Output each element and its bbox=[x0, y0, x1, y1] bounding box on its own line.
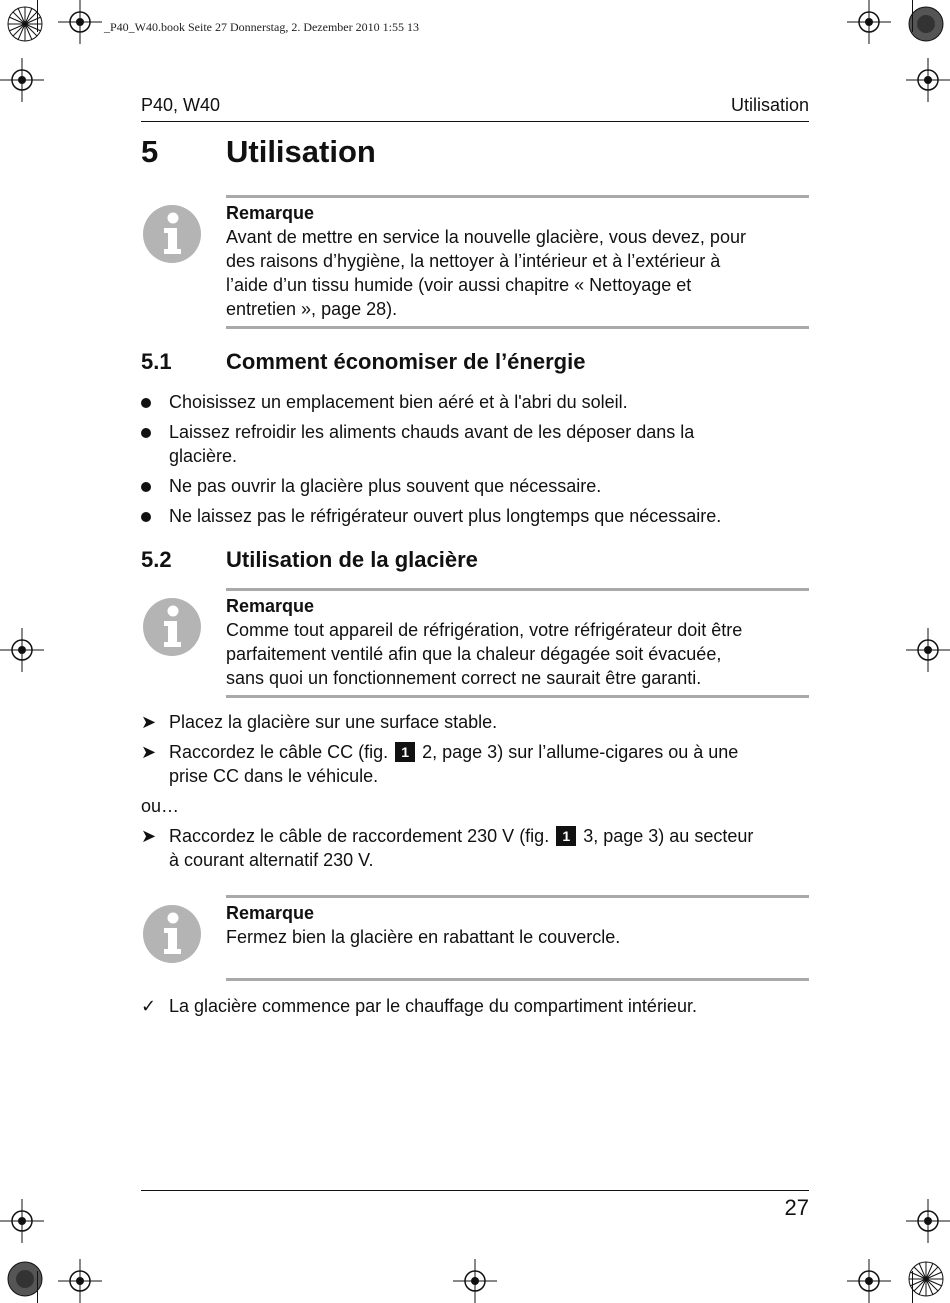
bullet-text: Ne laissez pas le réfrigérateur ouvert plus longtemps que nécessaire. bbox=[169, 506, 722, 526]
note-rule-top bbox=[226, 588, 809, 591]
chapter-number: 5 bbox=[141, 134, 159, 169]
note-line: sans quoi un fonctionnement correct ne saurait être garanti. bbox=[226, 668, 702, 688]
registration-mark-icon bbox=[906, 628, 950, 672]
section-title: Utilisation de la glacière bbox=[226, 547, 478, 572]
note-line: Avant de mettre en service la nouvelle glacière, vous devez, pour bbox=[226, 227, 746, 247]
step-item bbox=[141, 710, 821, 734]
bullet-text: Laissez refroidir les aliments chauds avant de les déposer dans la bbox=[169, 422, 695, 442]
note-line: l’aide d’un tissu humide (voir aussi chapitre « Nettoyage et bbox=[226, 275, 692, 295]
note-remark-lid bbox=[226, 901, 816, 949]
step-text-before: Raccordez le câble de raccordement 230 V (fig. bbox=[169, 826, 550, 846]
registration-mark-icon bbox=[58, 0, 102, 44]
figure-reference: 1 bbox=[395, 742, 415, 762]
note-title: Remarque bbox=[226, 203, 315, 223]
or-text: ou… bbox=[141, 796, 180, 816]
result-text: La glacière commence par le chauffage du compartiment intérieur. bbox=[169, 996, 697, 1016]
bullet-icon bbox=[141, 398, 151, 408]
header-right: Utilisation bbox=[730, 95, 809, 115]
section-number: 5.2 bbox=[141, 547, 172, 572]
header-left: P40, W40 bbox=[141, 95, 221, 115]
note-line: entretien », page 28). bbox=[226, 299, 398, 319]
note-title: Remarque bbox=[226, 903, 315, 923]
section-title: Comment économiser de l’énergie bbox=[226, 349, 586, 374]
step-text bbox=[169, 824, 821, 848]
sunburst-mark-icon bbox=[908, 6, 944, 42]
sunburst-mark-icon bbox=[908, 1261, 944, 1297]
info-icon bbox=[142, 597, 202, 657]
footer-rule bbox=[141, 1190, 809, 1191]
list-item bbox=[141, 420, 821, 468]
note-rule-bottom bbox=[226, 695, 809, 698]
chapter-title: Utilisation bbox=[226, 134, 376, 169]
step-text-cont: prise CC dans le véhicule. bbox=[169, 766, 379, 786]
bullet-icon bbox=[141, 482, 151, 492]
bullet-text: Ne pas ouvrir la glacière plus souvent que nécessaire. bbox=[169, 476, 602, 496]
registration-mark-icon bbox=[847, 1259, 891, 1303]
step-text-after: 2, page 3) sur l’allume-cigares ou à une bbox=[422, 742, 739, 762]
step-text-before: Raccordez le câble CC (fig. bbox=[169, 742, 389, 762]
arrow-icon: ➤ bbox=[141, 742, 157, 762]
note-line: Comme tout appareil de réfrigération, votre réfrigérateur doit être bbox=[226, 620, 743, 640]
step-text-cont: à courant alternatif 230 V. bbox=[169, 850, 374, 870]
info-icon bbox=[142, 204, 202, 264]
bullet-text-cont: glacière. bbox=[169, 446, 238, 466]
page-number: 27 bbox=[784, 1195, 809, 1220]
registration-mark-icon bbox=[58, 1259, 102, 1303]
registration-mark-icon bbox=[0, 58, 44, 102]
list-item bbox=[141, 504, 821, 528]
result-item bbox=[141, 994, 821, 1018]
step-text-after: 3, page 3) au secteur bbox=[583, 826, 754, 846]
registration-mark-icon bbox=[0, 1199, 44, 1243]
bullet-text: Choisissez un emplacement bien aéré et à l'abri du soleil. bbox=[169, 392, 628, 412]
info-icon bbox=[142, 904, 202, 964]
note-remark-hygiene bbox=[226, 201, 816, 321]
slug-line: _P40_W40.book Seite 27 Donnerstag, 2. Dezember 2010 1:55 13 bbox=[104, 20, 419, 34]
note-remark-ventilation bbox=[226, 594, 816, 690]
list-item bbox=[141, 390, 821, 414]
check-icon: ✓ bbox=[141, 996, 157, 1016]
list-item bbox=[141, 474, 821, 498]
registration-mark-icon bbox=[906, 58, 950, 102]
note-rule-top bbox=[226, 195, 809, 198]
note-line: Fermez bien la glacière en rabattant le couvercle. bbox=[226, 927, 621, 947]
step-text: Placez la glacière sur une surface stable. bbox=[169, 712, 498, 732]
note-line: des raisons d’hygiène, la nettoyer à l’intérieur et à l’extérieur à bbox=[226, 251, 721, 271]
bullet-icon bbox=[141, 512, 151, 522]
arrow-icon: ➤ bbox=[141, 826, 157, 846]
figure-reference: 1 bbox=[556, 826, 576, 846]
section-number: 5.1 bbox=[141, 349, 172, 374]
registration-mark-icon bbox=[453, 1259, 497, 1303]
arrow-icon: ➤ bbox=[141, 712, 157, 732]
step-text bbox=[169, 740, 821, 764]
registration-mark-icon bbox=[847, 0, 891, 44]
note-title: Remarque bbox=[226, 596, 315, 616]
step-item bbox=[141, 824, 821, 872]
note-rule-bottom bbox=[226, 978, 809, 981]
step-item bbox=[141, 740, 821, 788]
note-line: parfaitement ventilé afin que la chaleur dégagée soit évacuée, bbox=[226, 644, 722, 664]
header-rule bbox=[141, 121, 809, 122]
note-rule-bottom bbox=[226, 326, 809, 329]
bullet-icon bbox=[141, 428, 151, 438]
registration-mark-icon bbox=[906, 1199, 950, 1243]
note-rule-top bbox=[226, 895, 809, 898]
registration-mark-icon bbox=[0, 628, 44, 672]
